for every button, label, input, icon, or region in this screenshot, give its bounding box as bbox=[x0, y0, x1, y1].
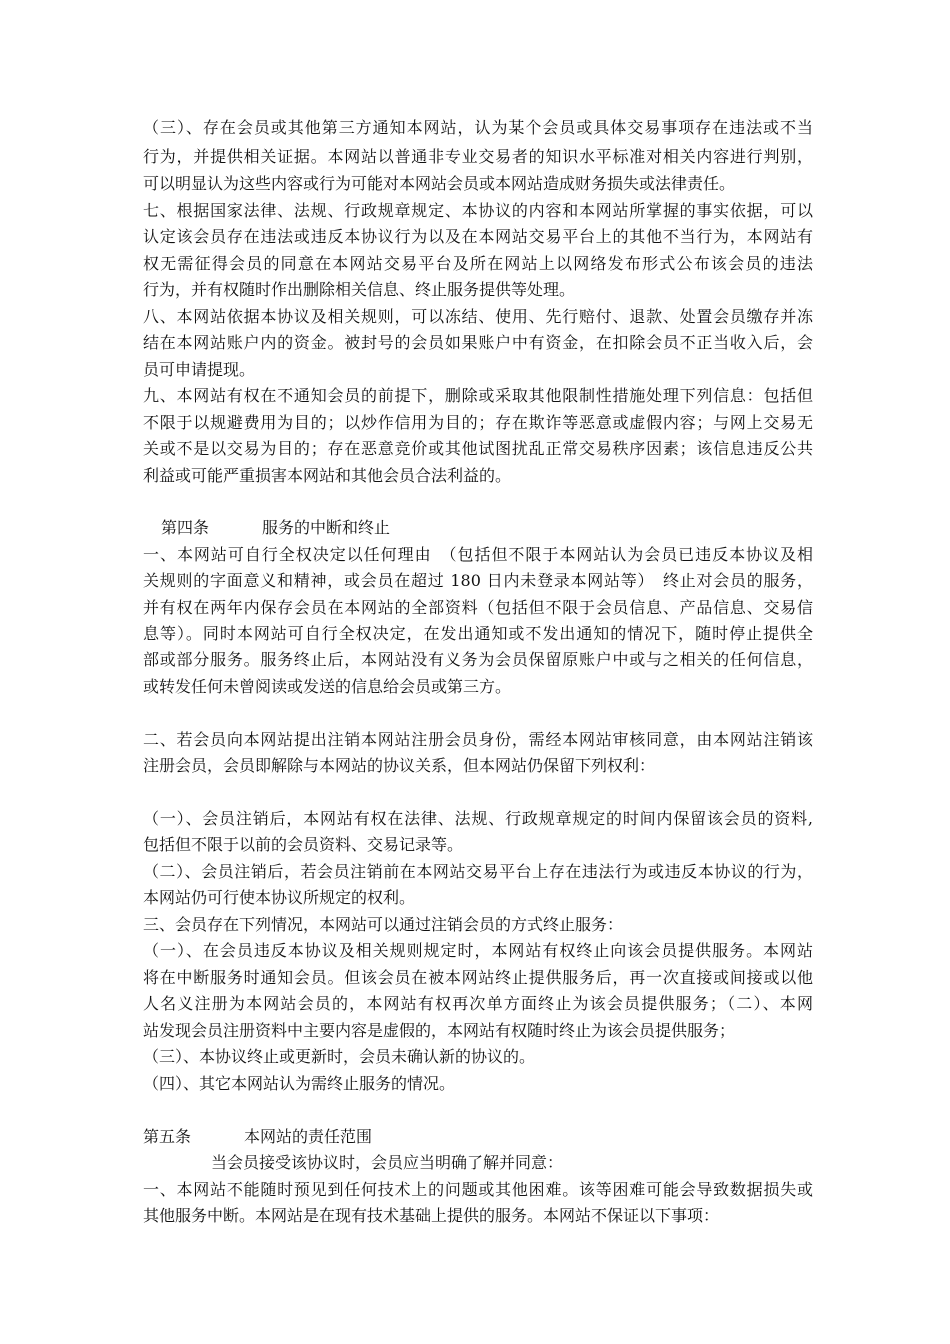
text-line: 员可申请提现。 bbox=[143, 360, 256, 379]
text-line: 利益或可能严重损害本网站和其他会员合法利益的。 bbox=[143, 466, 512, 485]
text-line: 权无需征得会员的同意在本网站交易平台及所在网站上以网络发布形式公布该会员的违法 bbox=[143, 254, 813, 273]
text-line: 三、会员存在下列情况，本网站可以通过注销会员的方式终止服务： bbox=[143, 915, 624, 934]
text-line: 关或不是以交易为目的；存在恶意竞价或其他试图扰乱正常交易秩序因素；该信息违反公共 bbox=[143, 439, 813, 458]
text-line: （三）、存在会员或其他第三方通知本网站，认为某个会员或具体交易事项存在违法或不当 bbox=[143, 118, 813, 137]
text-line: 其他服务中断。本网站是在现有技术基础上提供的服务。本网站不保证以下事项： bbox=[143, 1206, 720, 1225]
text-line: 不限于以规避费用为目的；以炒作信用为目的；存在欺诈等恶意或虚假内容；与网上交易无 bbox=[143, 413, 813, 432]
article-5-intro: 当会员接受该协议时，会员应当明确了解并同意： bbox=[211, 1153, 564, 1172]
text-line: （一）、在会员违反本协议及相关规则规定时，本网站有权终止向该会员提供服务。本网站 bbox=[143, 941, 813, 960]
text-line: 九、本网站有权在不通知会员的前提下，删除或采取其他限制性措施处理下列信息：包括但 bbox=[143, 386, 813, 405]
text-line: 结在本网站账户内的资金。被封号的会员如果账户中有资金，在扣除会员不正当收入后，会 bbox=[143, 333, 813, 352]
article-4-number: 第四条 bbox=[161, 518, 210, 537]
article-5-number: 第五条 bbox=[143, 1127, 192, 1146]
text-line: 二、若会员向本网站提出注销本网站注册会员身份，需经本网站审核同意，由本网站注销该 bbox=[143, 730, 813, 749]
text-line: （四）、其它本网站认为需终止服务的情况。 bbox=[143, 1074, 456, 1093]
text-line: （二）、会员注销后，若会员注销前在本网站交易平台上存在违法行为或违反本协议的行为， bbox=[143, 862, 813, 881]
text-line: 注册会员，会员即解除与本网站的协议关系，但本网站仍保留下列权利： bbox=[143, 756, 656, 775]
text-line: 站发现会员注册资料中主要内容是虚假的，本网站有权随时终止为该会员提供服务； bbox=[143, 1021, 736, 1040]
article-5-title: 本网站的责任范围 bbox=[244, 1127, 373, 1146]
text-line: 八、本网站依据本协议及相关规则，可以冻结、使用、先行赔付、退款、处置会员缴存并冻 bbox=[143, 307, 813, 326]
text-line: 并有权在两年内保存会员在本网站的全部资料（包括但不限于会员信息、产品信息、交易信 bbox=[143, 598, 813, 617]
text-line: 行为，并提供相关证据。本网站以普通非专业交易者的知识水平标准对相关内容进行判别， bbox=[143, 147, 813, 166]
text-line: 一、本网站可自行全权决定以任何理由 （包括但不限于本网站认为会员已违反本协议及相 bbox=[143, 545, 813, 564]
text-line: 可以明显认为这些内容或行为可能对本网站会员或本网站造成财务损失或法律责任。 bbox=[143, 174, 736, 193]
text-line: （一）、会员注销后，本网站有权在法律、法规、行政规章规定的时间内保留该会员的资料, bbox=[143, 809, 813, 828]
text-line: 将在中断服务时通知会员。但该会员在被本网站终止提供服务后，再一次直接或间接或以他 bbox=[143, 968, 813, 987]
text-line: 部或部分服务。服务终止后，本网站没有义务为会员保留原账户中或与之相关的任何信息， bbox=[143, 650, 813, 669]
text-line: 息等）。同时本网站可自行全权决定，在发出通知或不发出通知的情况下，随时停止提供全 bbox=[143, 624, 813, 643]
text-line: 或转发任何未曾阅读或发送的信息给会员或第三方。 bbox=[143, 677, 512, 696]
article-4-title: 服务的中断和终止 bbox=[262, 518, 391, 537]
text-line: 本网站仍可行使本协议所规定的权利。 bbox=[143, 888, 416, 907]
text-line: 一、本网站不能随时预见到任何技术上的问题或其他困难。该等困难可能会导致数据损失或 bbox=[143, 1180, 813, 1199]
text-line: 行为，并有权随时作出删除相关信息、终止服务提供等处理。 bbox=[143, 280, 576, 299]
text-line: 七、根据国家法律、法规、行政规章规定、本协议的内容和本网站所掌握的事实依据，可以 bbox=[143, 201, 813, 220]
text-line: 包括但不限于以前的会员资料、交易记录等。 bbox=[143, 835, 464, 854]
text-line: 认定该会员存在违法或违反本协议行为以及在本网站交易平台上的其他不当行为，本网站有 bbox=[143, 227, 813, 246]
text-line: 关规则的字面意义和精神，或会员在超过 180 日内未登录本网站等） 终止对会员的服务， bbox=[143, 571, 813, 590]
text-line: 人名义注册为本网站会员的，本网站有权再次单方面终止为该会员提供服务；（二）、本网 bbox=[143, 994, 813, 1013]
text-line: （三）、本协议终止或更新时，会员未确认新的协议的。 bbox=[143, 1047, 536, 1066]
